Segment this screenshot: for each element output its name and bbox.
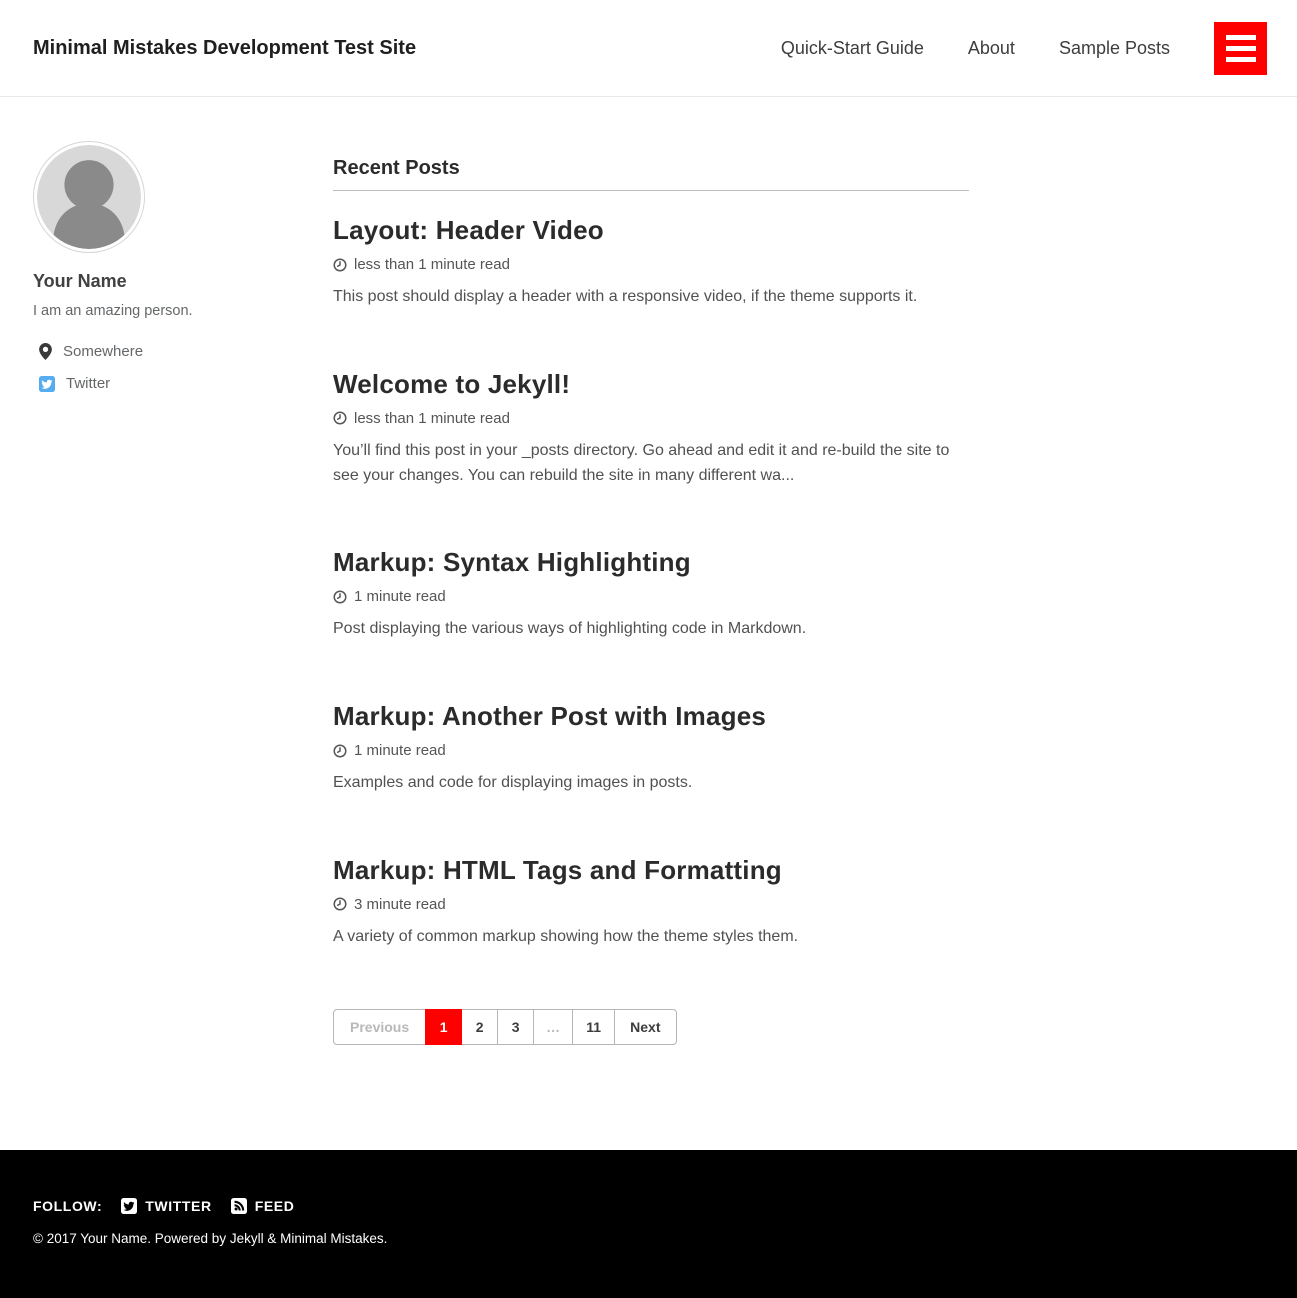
read-time: 1 minute read [354, 588, 446, 606]
location-pin-icon [39, 343, 52, 360]
post-item [333, 369, 969, 489]
site-title[interactable]: Minimal Mistakes Development Test Site [33, 36, 417, 59]
nav-item-quick-start-guide[interactable]: Quick-Start Guide [780, 37, 924, 58]
person-silhouette-icon [37, 145, 141, 249]
post-item [333, 215, 969, 310]
copyright-text: © 2017 Your Name. Powered by Jekyll & Minimal Mistakes. [33, 1231, 388, 1246]
post-excerpt: A variety of common markup showing how the theme styles them. [333, 927, 799, 945]
post-meta [333, 896, 969, 913]
masthead [0, 0, 1297, 97]
archive-heading: Recent Posts [333, 157, 969, 191]
post-title-link[interactable]: Markup: Another Post with Images [333, 701, 767, 732]
twitter-icon [121, 1198, 137, 1214]
author-twitter-link[interactable] [39, 375, 303, 392]
read-time: 3 minute read [354, 895, 446, 913]
clock-icon [333, 258, 347, 272]
page-footer [0, 1150, 1297, 1298]
footer-follow-row [33, 1198, 1264, 1214]
hamburger-icon [1226, 35, 1256, 40]
twitter-icon [39, 376, 55, 392]
page-layout [0, 97, 1297, 1150]
post-excerpt: Post displaying the various ways of highlighting code in Markdown. [333, 620, 807, 638]
post-meta [333, 742, 969, 759]
pagination-page-3[interactable]: 3 [497, 1009, 534, 1045]
author-bio: I am an amazing person. [33, 303, 193, 319]
pagination-page-1: 1 [425, 1009, 462, 1045]
read-time: less than 1 minute read [354, 256, 510, 273]
post-item [333, 855, 969, 950]
follow-label: FOLLOW: [33, 1198, 103, 1214]
nav-item-sample-posts[interactable]: Sample Posts [1058, 37, 1170, 58]
pagination-page-11[interactable]: 11 [572, 1009, 615, 1045]
post-item [333, 701, 969, 796]
footer-feed-label[interactable]: FEED [254, 1198, 295, 1214]
post-title-link[interactable]: Layout: Header Video [333, 215, 604, 245]
clock-icon [333, 744, 347, 758]
author-twitter-label[interactable]: Twitter [66, 375, 111, 392]
footer-twitter-link[interactable] [121, 1198, 211, 1214]
post-excerpt: This post should display a header with a responsive video, if the theme supports it. [333, 288, 918, 305]
footer-feed-link[interactable] [231, 1198, 295, 1214]
author-name: Your Name [33, 271, 127, 291]
post-item [333, 547, 969, 642]
clock-icon [333, 411, 347, 425]
archive-content [333, 97, 969, 1150]
post-excerpt: You’ll find this post in your _posts directory. Go ahead and edit it and re-build the site to see your changes. You can rebuild the site in many different wa... [333, 441, 950, 484]
nav-item-about[interactable]: About [967, 37, 1015, 58]
post-title-link[interactable]: Welcome to Jekyll! [333, 368, 571, 399]
menu-toggle-button[interactable] [1214, 22, 1267, 75]
post-title-link[interactable]: Markup: Syntax Highlighting [333, 547, 691, 578]
primary-nav [781, 38, 1170, 59]
read-time: less than 1 minute read [354, 409, 510, 427]
footer-twitter-label[interactable]: TWITTER [145, 1198, 212, 1214]
author-links [33, 343, 303, 392]
pagination-ellipsis: … [533, 1009, 573, 1045]
author-location-label: Somewhere [63, 343, 144, 360]
pagination [333, 1009, 969, 1045]
pagination-previous: Previous [333, 1009, 426, 1045]
clock-icon [333, 897, 347, 911]
avatar [33, 141, 145, 253]
post-meta [333, 256, 969, 273]
author-location [39, 343, 303, 360]
post-excerpt: Examples and code for displaying images in posts. [333, 774, 693, 792]
post-meta [333, 588, 969, 605]
pagination-page-2[interactable]: 2 [461, 1009, 498, 1045]
author-sidebar [33, 97, 303, 1150]
post-title-link[interactable]: Markup: HTML Tags and Formatting [333, 854, 782, 885]
rss-icon [231, 1198, 247, 1214]
post-meta [333, 410, 969, 427]
clock-icon [333, 590, 347, 604]
read-time: 1 minute read [354, 742, 446, 760]
pagination-next[interactable]: Next [614, 1009, 676, 1045]
